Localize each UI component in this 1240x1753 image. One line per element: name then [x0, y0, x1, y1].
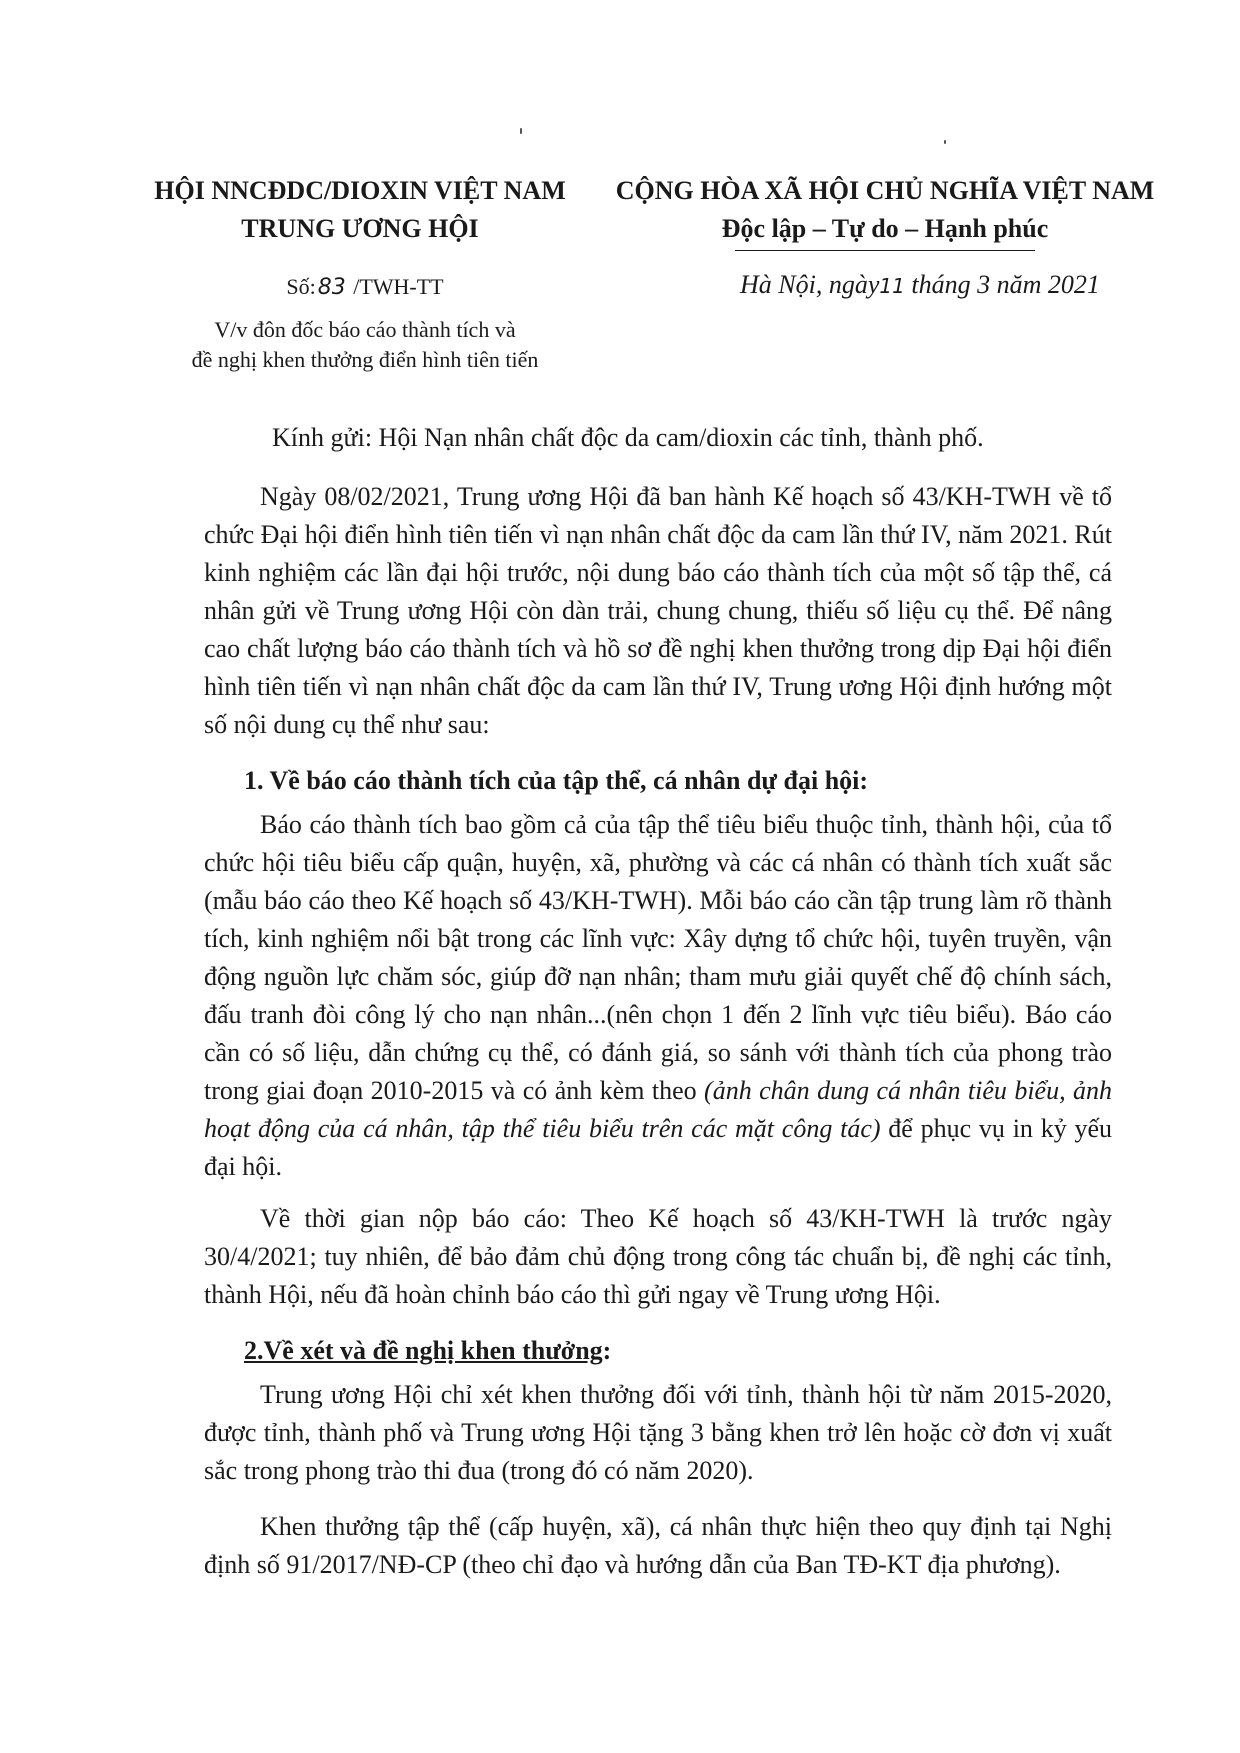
national-header [600, 172, 1170, 251]
document-number-value: 83 [317, 275, 346, 300]
section-1-text-b: để phục vụ in kỷ yếu đại hội. [204, 1114, 1113, 1181]
motto-underline [735, 250, 1035, 251]
section-2-paragraph-2 [204, 1508, 1112, 1584]
intro-paragraph [204, 478, 1112, 744]
section-2-heading-block [204, 1332, 1112, 1370]
nation-name: CỘNG HÒA XÃ HỘI CHỦ NGHĨA VIỆT NAM [615, 176, 1155, 205]
date-suffix: tháng 3 năm 2021 [911, 270, 1100, 299]
document-meta [140, 272, 590, 375]
organization-name: HỘI NNCĐDC/DIOXIN VIỆT NAM [154, 176, 566, 205]
section-1-paragraph-1-text [204, 806, 1112, 1186]
recipient-line: Kính gửi: Hội Nạn nhân chất độc da cam/dioxin các tỉnh, thành phố. [272, 423, 984, 452]
date-prefix: Hà Nội, ngày [740, 270, 880, 299]
section-1-heading-block [204, 762, 1112, 800]
scan-speck [944, 140, 946, 144]
section-2-heading-text: 2.Về xét và đề nghị khen thưởng [244, 1336, 603, 1365]
section-2-paragraph-2-text: Khen thưởng tập thể (cấp huyện, xã), cá nhân thực hiện theo quy định tại Nghị định số 91/2017/NĐ-CP (theo chỉ đạo và hướng dẫn của Ban TĐ-KT địa phương). [204, 1512, 1112, 1579]
section-1-heading: 1. Về báo cáo thành tích của tập thể, cá nhân dự đại hội: [244, 766, 869, 795]
organization-unit: TRUNG ƯƠNG HỘI [241, 214, 479, 243]
section-2-paragraph-1-text: Trung ương Hội chỉ xét khen thưởng đối với tỉnh, thành hội từ năm 2015-2020, được tỉnh, thành phố và Trung ương Hội tặng 3 bằng khen trở lên hoặc cờ đơn vị xuất sắc trong phong trào thi đua (trong đó có năm 2020). [204, 1380, 1112, 1485]
section-1-paragraph-2 [204, 1200, 1112, 1314]
scan-speck [520, 128, 522, 134]
subject-line-2: đề nghị khen thưởng điển hình tiên tiến [191, 347, 539, 372]
section-1-paragraph-2-text: Về thời gian nộp báo cáo: Theo Kế hoạch số 43/KH-TWH là trước ngày 30/4/2021; tuy nhiên, để bảo đảm chủ động trong công tác chuẩn bị, đề nghị các tỉnh, thành Hội, nếu đã hoàn chỉnh báo cáo thì gửi ngay về Trung ương Hội. [204, 1204, 1112, 1309]
document-number-prefix: Số: [286, 274, 316, 299]
document-number-suffix: /TWH-TT [353, 274, 444, 299]
subject-line-1: V/v đôn đốc báo cáo thành tích và [214, 317, 516, 342]
document-number [140, 272, 590, 303]
section-1-text-a: Báo cáo thành tích bao gồm cả của tập thể tiêu biểu thuộc tỉnh, thành hội, của tổ chức hội tiêu biểu cấp quận, huyện, xã, phường và các cá nhân có thành tích xuất sắc (mẫu báo cáo theo Kế hoạch số 43/KH-TWH). Mỗi báo cáo cần tập trung làm rõ thành tích, kinh nghiệm nổi bật trong các lĩnh vực: Xây dựng tổ chức hội, tuyên truyền, vận động nguồn lực chăm sóc, giúp đỡ nạn nhân; tham mưu giải quyết chế độ chính sách, đấu tranh đòi công lý cho nạn nhân...(nên chọn 1 đến 2 lĩnh vực tiêu biểu). Báo cáo cần có số liệu, dẫn chứng cụ thể, có đánh giá, so sánh với thành tích của phong trào trong giai đoạn 2010-2015 và có ảnh kèm theo [204, 810, 1112, 1105]
national-motto: Độc lập – Tự do – Hạnh phúc [721, 214, 1049, 243]
section-2-heading-colon: : [602, 1336, 612, 1365]
date-day: 11 [879, 274, 905, 298]
section-1-paragraph-1 [204, 806, 1112, 1186]
document-date [740, 270, 1160, 300]
section-2-paragraph-1 [204, 1376, 1112, 1490]
section-1-text-italic: (ảnh chân dung cá nhân tiêu biểu, ảnh hoạt động của cá nhân, tập thể tiêu biểu trên các mặt công tác) [204, 1076, 1113, 1143]
intro-text: Ngày 08/02/2021, Trung ương Hội đã ban hành Kế hoạch số 43/KH-TWH về tổ chức Đại hội điển hình tiên tiến vì nạn nhân chất độc da cam lần thứ IV, năm 2021. Rút kinh nghiệm các lần đại hội trước, nội dung báo cáo thành tích của một số tập thể, cá nhân gửi về Trung ương Hội còn dàn trải, chung chung, thiếu số liệu cụ thể. Để nâng cao chất lượng báo cáo thành tích và hồ sơ đề nghị khen thưởng trong dịp Đại hội điển hình tiên tiến vì nạn nhân chất độc da cam lần thứ IV, Trung ương Hội định hướng một số nội dung cụ thể như sau: [204, 482, 1112, 739]
section-2-heading [204, 1332, 1112, 1370]
organization-header [150, 172, 570, 248]
